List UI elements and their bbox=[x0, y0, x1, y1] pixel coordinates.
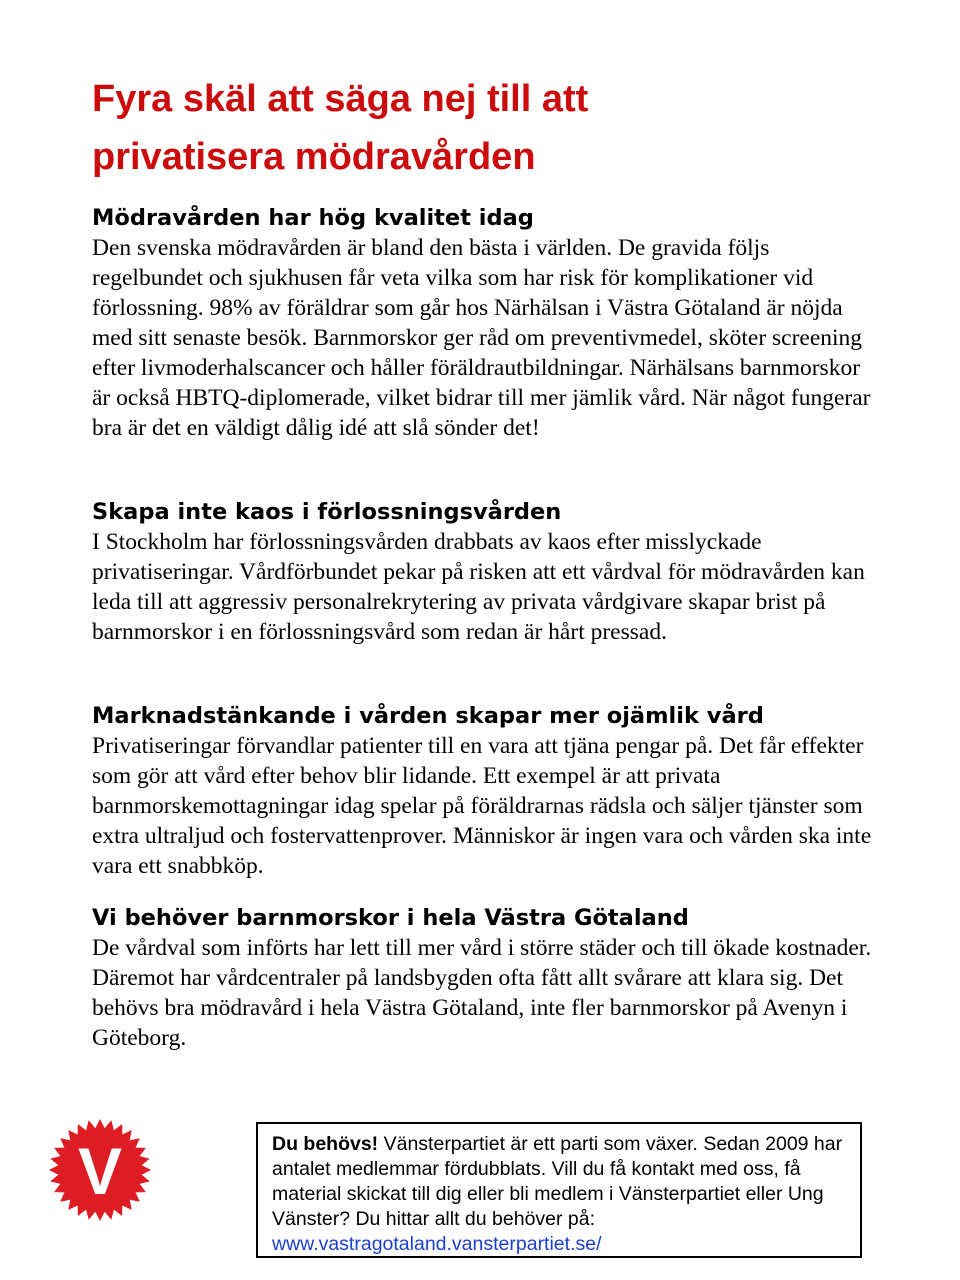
section-heading: Marknadstänkande i vården skapar mer ojämlik vård bbox=[92, 703, 764, 729]
section-chaos bbox=[92, 497, 882, 647]
section-body: Privatiseringar förvandlar patienter till en vara att tjäna pengar på. Det får effekter som gör att vård efter behov blir lidande. Ett exempel är att privata barnmorskemottagningar idag spelar på föräldrarnas rädsla och säljer tjänster som extra ultraljud och fostervattenprover. Människor är ingen vara och vården ska inte vara ett snabbköp. bbox=[92, 733, 872, 879]
vansterpartiet-rose-logo-icon bbox=[48, 1118, 152, 1222]
section-body: De vårdval som införts har lett till mer vård i större städer och till ökade kostnader. Däremot har vårdcentraler på landsbygden ofta fått allt svårare att klara sig. Det behövs bra mödravård i hela Västra Götaland, inte fler barnmorskor på Avenyn i Göteborg. bbox=[92, 935, 872, 1051]
section-quality bbox=[92, 203, 882, 443]
section-body: I Stockholm har förlossningsvården drabbats av kaos efter misslyckade privatiseringar. Vårdförbundet pekar på risken att ett vårdval för mödravården kan leda till att aggressiv personalrekrytering av privata vårdgivare skapar brist på barnmorskor i en förlossningsvård som redan är hårt pressad. bbox=[92, 529, 865, 645]
section-heading: Mödravården har hög kvalitet idag bbox=[92, 205, 534, 231]
info-lead: Du behövs! bbox=[272, 1133, 379, 1155]
section-heading: Skapa inte kaos i förlossningsvården bbox=[92, 499, 562, 525]
section-heading: Vi behöver barnmorskor i hela Västra Götaland bbox=[92, 905, 689, 931]
section-body: Den svenska mödravården är bland den bästa i världen. De gravida följs regelbundet och sjukhusen får veta vilka som har risk för komplikationer vid förlossning. 98% av föräldrar som går hos Närhälsan i Västra Götaland är nöjda med sitt senaste besök. Barnmorskor ger råd om preventivmedel, sköter screening efter livmoderhalscancer och håller föräldrautbildningar. Närhälsans barnmorskor är också HBTQ-diplomerade, vilket bidrar till mer jämlik vård. När något fungerar bra är det en väldigt dålig idé att slå sönder det! bbox=[92, 235, 871, 441]
section-market bbox=[92, 701, 882, 881]
logo-letter: V bbox=[77, 1134, 123, 1208]
title-line-1: Fyra skäl att säga nej till att bbox=[92, 78, 589, 120]
page-title bbox=[92, 70, 892, 186]
section-midwives bbox=[92, 903, 882, 1053]
title-line-2: privatisera mödravården bbox=[92, 136, 536, 178]
membership-info-box bbox=[256, 1122, 862, 1258]
info-text: Vänsterpartiet är ett parti som växer. Sedan 2009 har antalet medlemmar fördubblats. Vill du få kontakt med oss, få material skickat till dig eller bli medlem i Vänsterpartiet eller Ung Vänster? Du hittar allt du behöver på: bbox=[272, 1133, 843, 1230]
website-link[interactable]: www.vastragotaland.vansterpartiet.se/ bbox=[272, 1233, 602, 1255]
